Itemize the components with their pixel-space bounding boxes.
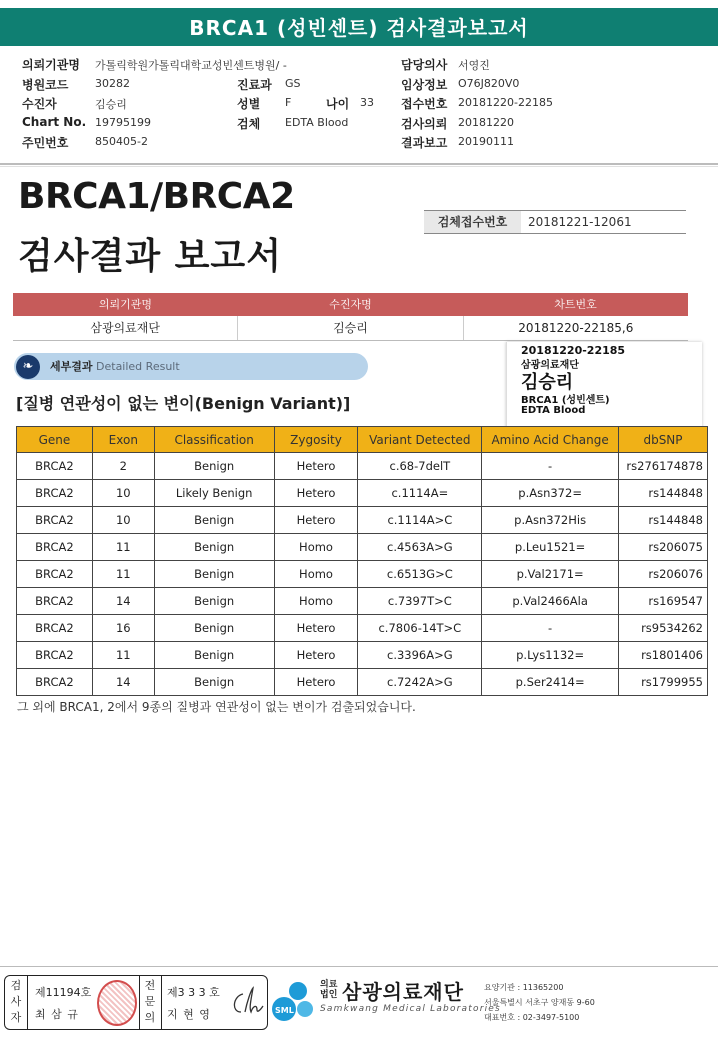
variant-cell: p.Lys1132= (482, 642, 619, 669)
age-label: 나이 (326, 97, 350, 111)
variant-cell: rs1801406 (619, 642, 708, 669)
report-title-sub: 검사결과 보고서 (18, 236, 282, 277)
variant-row (17, 669, 708, 696)
variant-cell: Hetero (274, 669, 358, 696)
institution-header-cell: 의뢰기관명 (98, 298, 153, 311)
report-header-title: BRCA1 (성빈센트) 검사결과보고서 (189, 16, 529, 40)
variant-cell: rs144848 (619, 480, 708, 507)
variant-cell: p.Asn372= (482, 480, 619, 507)
referring-label: 의뢰기관명 (22, 58, 80, 72)
variant-cell: BRCA2 (17, 534, 93, 561)
variant-cell: Likely Benign (154, 480, 274, 507)
doctor-value: 서영진 (458, 59, 490, 72)
inspector-label-char: 사 (10, 995, 22, 1008)
variant-cell: p.Val2171= (482, 561, 619, 588)
ssn-value: 850405-2 (95, 135, 148, 148)
doctor-label: 담당의사 (401, 58, 448, 72)
variant-cell: BRCA2 (17, 561, 93, 588)
dept-label: 진료과 (237, 78, 272, 92)
variant-table (16, 426, 708, 696)
sex-value: F (285, 96, 292, 109)
variant-cell: 14 (92, 588, 154, 615)
variant-cell: Homo (274, 588, 358, 615)
variant-cell: p.Ser2414= (482, 669, 619, 696)
report-header-bar (0, 8, 718, 46)
institution-header-cell: 차트번호 (554, 298, 597, 311)
variant-cell: c.7242A>G (358, 669, 482, 696)
specialist-license-no: 제3 3 3 호 (167, 986, 220, 999)
variant-cell: 10 (92, 507, 154, 534)
detailed-result-pill (14, 353, 368, 380)
inspector-license-no: 제11194호 (35, 986, 92, 999)
report-date-value: 20190111 (458, 135, 514, 148)
column-header: Variant Detected (358, 427, 482, 453)
variant-cell: - (482, 615, 619, 642)
specimen-receipt-label: 검체접수번호 (424, 211, 521, 233)
signature-divider (27, 976, 28, 1029)
inspector-label-char: 검 (10, 979, 22, 992)
variant-cell: 14 (92, 669, 154, 696)
variant-cell: c.7806-14T>C (358, 615, 482, 642)
org-name: 삼광의료재단 (342, 980, 464, 1004)
variant-cell: 16 (92, 615, 154, 642)
hospital-code-label: 병원코드 (22, 78, 69, 92)
handwritten-signature (229, 982, 265, 1022)
patient-info-header (0, 52, 718, 152)
variant-cell: BRCA2 (17, 588, 93, 615)
logo-text: SML (275, 1006, 294, 1015)
org-contact-info (484, 980, 595, 1025)
org-info-line: 대표번호 : 02-3497-5100 (484, 1013, 580, 1022)
hospital-code-value: 30282 (95, 77, 130, 90)
patient-label: 수진자 (22, 97, 57, 111)
column-header: Amino Acid Change (482, 427, 619, 453)
request-label: 검사의뢰 (401, 117, 448, 131)
awareness-ribbon-icon: ❧ (16, 355, 40, 379)
variant-cell: rs9534262 (619, 615, 708, 642)
detailed-result-label (50, 353, 180, 380)
variant-cell: Homo (274, 561, 358, 588)
column-header: Zygosity (274, 427, 358, 453)
footer-divider (0, 966, 718, 967)
variant-cell: 11 (92, 561, 154, 588)
detailed-result-label-en: Detailed Result (96, 360, 180, 373)
variant-cell: Benign (154, 669, 274, 696)
column-header: Classification (154, 427, 274, 453)
variant-cell: BRCA2 (17, 453, 93, 480)
variant-cell: p.Asn372His (482, 507, 619, 534)
age-value: 33 (360, 96, 374, 109)
receipt-label: 접수번호 (401, 97, 448, 111)
variant-cell: Benign (154, 615, 274, 642)
variant-cell: c.3396A>G (358, 642, 482, 669)
variant-cell: rs276174878 (619, 453, 708, 480)
variant-cell: Homo (274, 534, 358, 561)
inspector-label-char: 자 (10, 1011, 22, 1024)
variant-cell: BRCA2 (17, 507, 93, 534)
institution-table-header (13, 293, 688, 316)
signature-box (4, 975, 268, 1030)
variant-cell: BRCA2 (17, 480, 93, 507)
sticker-org: 삼광의료재단 (521, 360, 579, 371)
patient-value: 김승리 (95, 98, 127, 111)
specimen-receipt-box (424, 210, 686, 234)
variant-cell: Hetero (274, 480, 358, 507)
variant-cell: rs206075 (619, 534, 708, 561)
signature-divider (161, 976, 162, 1029)
report-date-label: 결과보고 (401, 136, 448, 150)
variant-cell: Hetero (274, 615, 358, 642)
report-title-main: BRCA1/BRCA2 (18, 176, 295, 217)
variant-cell: Benign (154, 534, 274, 561)
sticker-test: BRCA1 (성빈센트) (521, 395, 610, 406)
variant-row (17, 561, 708, 588)
specialist-vertical-label (139, 978, 161, 1026)
institution-table (13, 293, 688, 341)
chart-value: 19795199 (95, 116, 151, 129)
variant-cell: c.68-7delT (358, 453, 482, 480)
variant-cell: c.7397T>C (358, 588, 482, 615)
variant-cell: BRCA2 (17, 669, 93, 696)
specialist-label-char: 의 (144, 1011, 156, 1024)
receipt-value: 20181220-22185 (458, 96, 553, 109)
variant-cell: rs1799955 (619, 669, 708, 696)
variant-cell: Benign (154, 588, 274, 615)
official-seal (97, 980, 137, 1026)
variant-row (17, 480, 708, 507)
ssn-label: 주민번호 (22, 136, 69, 150)
institution-table-row (13, 316, 688, 341)
dept-value: GS (285, 77, 301, 90)
institution-header-cell: 수진자명 (329, 298, 372, 311)
header-divider (0, 163, 718, 165)
variant-cell: 11 (92, 534, 154, 561)
variant-cell: rs206076 (619, 561, 708, 588)
variant-cell: 2 (92, 453, 154, 480)
variant-row (17, 453, 708, 480)
referring-value: 가톨릭학원가톨릭대학교성빈센트병원/ - (95, 59, 287, 72)
variant-cell: rs169547 (619, 588, 708, 615)
header-divider-light (0, 166, 718, 167)
sticker-specimen: EDTA Blood (521, 405, 586, 416)
column-header: dbSNP (619, 427, 708, 453)
benign-variant-heading: [질병 연관성이 없는 변이(Benign Variant)] (16, 394, 351, 413)
variant-cell: Benign (154, 561, 274, 588)
variant-cell: Hetero (274, 507, 358, 534)
clinical-label: 임상정보 (401, 78, 448, 92)
variant-cell: - (482, 453, 619, 480)
variant-cell: Benign (154, 642, 274, 669)
specimen-label-sticker (506, 342, 702, 428)
chart-label: Chart No. (22, 115, 87, 129)
org-type-label (320, 980, 337, 1000)
variant-row (17, 615, 708, 642)
variant-cell: c.4563A>G (358, 534, 482, 561)
variant-row (17, 507, 708, 534)
specialist-label-char: 문 (144, 995, 156, 1008)
variant-cell: rs144848 (619, 507, 708, 534)
org-type-line: 의료 (320, 980, 338, 990)
sticker-receipt-no: 20181220-22185 (521, 344, 626, 357)
clinical-value: O76J820V0 (458, 77, 520, 90)
variant-cell: BRCA2 (17, 615, 93, 642)
institution-value-cell: 김승리 (238, 316, 463, 340)
variant-cell: c.6513G>C (358, 561, 482, 588)
org-info-line: 요양기관 : 11365200 (484, 983, 564, 992)
institution-value-cell: 20181220-22185,6 (518, 321, 634, 335)
org-name-english: Samkwang Medical Laboratories (320, 1004, 501, 1014)
additional-variant-note: 그 외에 BRCA1, 2에서 9종의 질병과 연관성이 없는 변이가 검출되었습니다. (17, 700, 416, 714)
variant-cell: BRCA2 (17, 642, 93, 669)
specimen-value: EDTA Blood (285, 116, 349, 129)
specimen-receipt-value: 20181221-12061 (528, 215, 632, 229)
sex-label: 성별 (237, 97, 261, 111)
detailed-result-label-kr: 세부결과 (50, 360, 93, 373)
variant-cell: c.1114A>C (358, 507, 482, 534)
column-header: Gene (17, 427, 93, 453)
request-value: 20181220 (458, 116, 514, 129)
column-header: Exon (92, 427, 154, 453)
sticker-patient: 김승리 (521, 372, 574, 393)
org-info-line: 서울특별시 서초구 양재동 9-60 (484, 998, 595, 1007)
variant-cell: 11 (92, 642, 154, 669)
org-type-line: 법인 (320, 990, 338, 1000)
variant-row (17, 588, 708, 615)
variant-table-header (17, 427, 708, 453)
variant-cell: p.Leu1521= (482, 534, 619, 561)
variant-row (17, 642, 708, 669)
variant-cell: c.1114A= (358, 480, 482, 507)
variant-cell: Hetero (274, 453, 358, 480)
specimen-label: 검체 (237, 117, 261, 131)
variant-cell: Hetero (274, 642, 358, 669)
specialist-label-char: 전 (144, 979, 156, 992)
variant-row (17, 534, 708, 561)
institution-value-cell: 삼광의료재단 (13, 316, 238, 340)
inspector-name: 최 삼 규 (35, 1008, 79, 1021)
inspector-vertical-label (5, 978, 27, 1026)
variant-cell: Benign (154, 507, 274, 534)
variant-cell: 10 (92, 480, 154, 507)
specialist-name: 지 현 영 (167, 1008, 211, 1021)
variant-cell: Benign (154, 453, 274, 480)
variant-cell: p.Val2466Ala (482, 588, 619, 615)
sml-logo-icon (272, 977, 318, 1027)
